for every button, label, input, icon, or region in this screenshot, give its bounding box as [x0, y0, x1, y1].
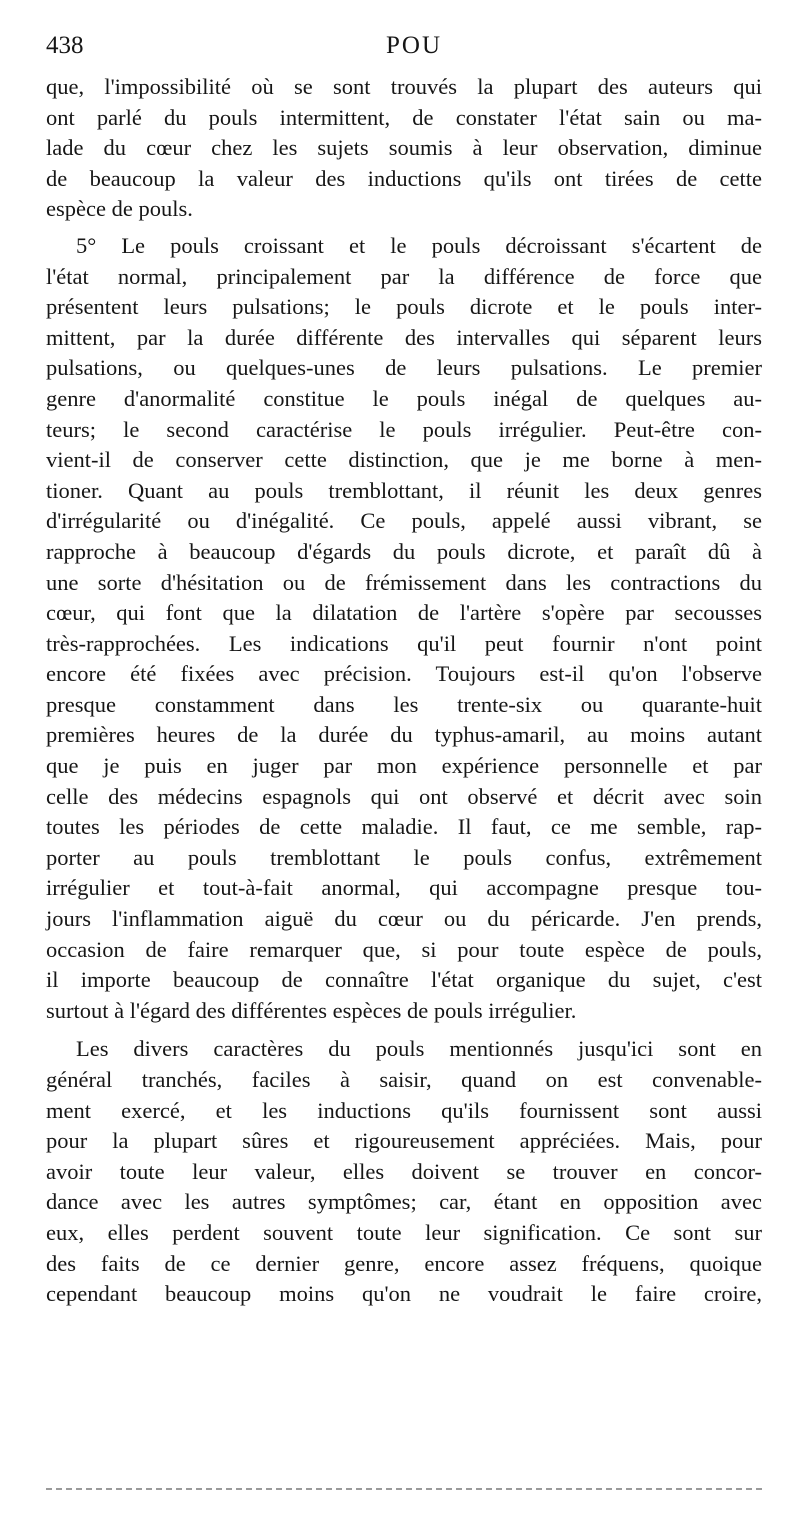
- text-line: des faits de ce dernier genre, encore assez fréquens, quoique: [46, 1250, 762, 1276]
- text-line: surtout à l'égard des différentes espèces de pouls irrégulier.: [46, 997, 577, 1023]
- paragraph: [46, 72, 762, 225]
- page-number: 438: [46, 32, 84, 59]
- text-line: mittent, par la durée différente des intervalles qui séparent leurs: [46, 324, 762, 350]
- text-line: que, l'impossibilité où se sont trouvés la plupart des auteurs qui: [46, 74, 762, 99]
- text-line: tioner. Quant au pouls tremblottant, il réunit les deux genres: [46, 477, 762, 503]
- text-line: eux, elles perdent souvent toute leur signification. Ce sont sur: [46, 1219, 762, 1245]
- text-line: premières heures de la durée du typhus-amaril, au moins autant: [46, 722, 762, 748]
- text-line: porter au pouls tremblottant le pouls confus, extrêmement: [46, 844, 762, 870]
- bottom-divider: [46, 1488, 762, 1490]
- text-line: une sorte d'hésitation ou de frémissement dans les contractions du: [46, 569, 762, 595]
- text-line: toutes les périodes de cette maladie. Il faut, ce me semble, rap-: [46, 814, 762, 840]
- text-line: ont parlé du pouls intermittent, de constater l'état sain ou ma-: [46, 104, 762, 130]
- paragraph: [46, 231, 762, 1026]
- paragraph: [46, 1034, 762, 1309]
- text-line: espèce de pouls.: [46, 196, 193, 222]
- text-line: il importe beaucoup de connaître l'état organique du sujet, c'est: [46, 967, 762, 993]
- text-line: lade du cœur chez les sujets soumis à leur observation, diminue: [46, 135, 762, 161]
- text-line: très-rapprochées. Les indications qu'il peut fournir n'ont point: [46, 630, 762, 656]
- text-line: pulsations, ou quelques-unes de leurs pulsations. Le premier: [46, 355, 762, 381]
- body-text: [46, 72, 762, 1310]
- text-line: vient-il de conserver cette distinction, que je me borne à men-: [46, 447, 762, 473]
- text-line: de beaucoup la valeur des inductions qu'ils ont tirées de cette: [46, 165, 762, 191]
- text-line: occasion de faire remarquer que, si pour toute espèce de pouls,: [46, 936, 762, 962]
- text-line: cependant beaucoup moins qu'on ne voudrait le faire croire,: [46, 1281, 762, 1307]
- text-line: rapproche à beaucoup d'égards du pouls dicrote, et paraît dû à: [46, 538, 762, 564]
- text-line: teurs; le second caractérise le pouls irrégulier. Peut-être con-: [46, 416, 762, 442]
- text-line: dance avec les autres symptômes; car, étant en opposition avec: [46, 1189, 762, 1215]
- text-line: Les divers caractères du pouls mentionnés jusqu'ici sont en: [76, 1036, 762, 1062]
- text-line: général tranchés, faciles à saisir, quand on est convenable-: [46, 1067, 762, 1092]
- running-head: POU: [385, 32, 442, 59]
- text-line: encore été fixées avec précision. Toujours est-il qu'on l'observe: [46, 661, 762, 687]
- text-line: irrégulier et tout-à-fait anormal, qui accompagne presque tou-: [46, 875, 762, 901]
- text-line: 5° Le pouls croissant et le pouls décroissant s'écartent de: [76, 232, 762, 258]
- text-line: l'état normal, principalement par la différence de force que: [46, 263, 762, 289]
- text-line: avoir toute leur valeur, elles doivent se trouver en concor-: [46, 1158, 762, 1184]
- text-line: jours l'inflammation aiguë du cœur ou du péricarde. J'en prends,: [46, 906, 762, 932]
- page-header: [46, 32, 762, 72]
- text-line: celle des médecins espagnols qui ont observé et décrit avec soin: [46, 783, 762, 809]
- text-line: genre d'anormalité constitue le pouls inégal de quelques au-: [46, 385, 762, 411]
- text-line: d'irrégularité ou d'inégalité. Ce pouls, appelé aussi vibrant, se: [46, 508, 762, 534]
- text-line: présentent leurs pulsations; le pouls dicrote et le pouls inter-: [46, 294, 762, 320]
- text-line: presque constamment dans les trente-six ou quarante-huit: [46, 691, 762, 717]
- text-line: que je puis en juger par mon expérience personnelle et par: [46, 753, 762, 779]
- text-line: pour la plupart sûres et rigoureusement appréciées. Mais, pour: [46, 1128, 762, 1154]
- text-line: cœur, qui font que la dilatation de l'artère s'opère par secousses: [46, 600, 762, 626]
- text-line: ment exercé, et les inductions qu'ils fournissent sont aussi: [46, 1097, 762, 1123]
